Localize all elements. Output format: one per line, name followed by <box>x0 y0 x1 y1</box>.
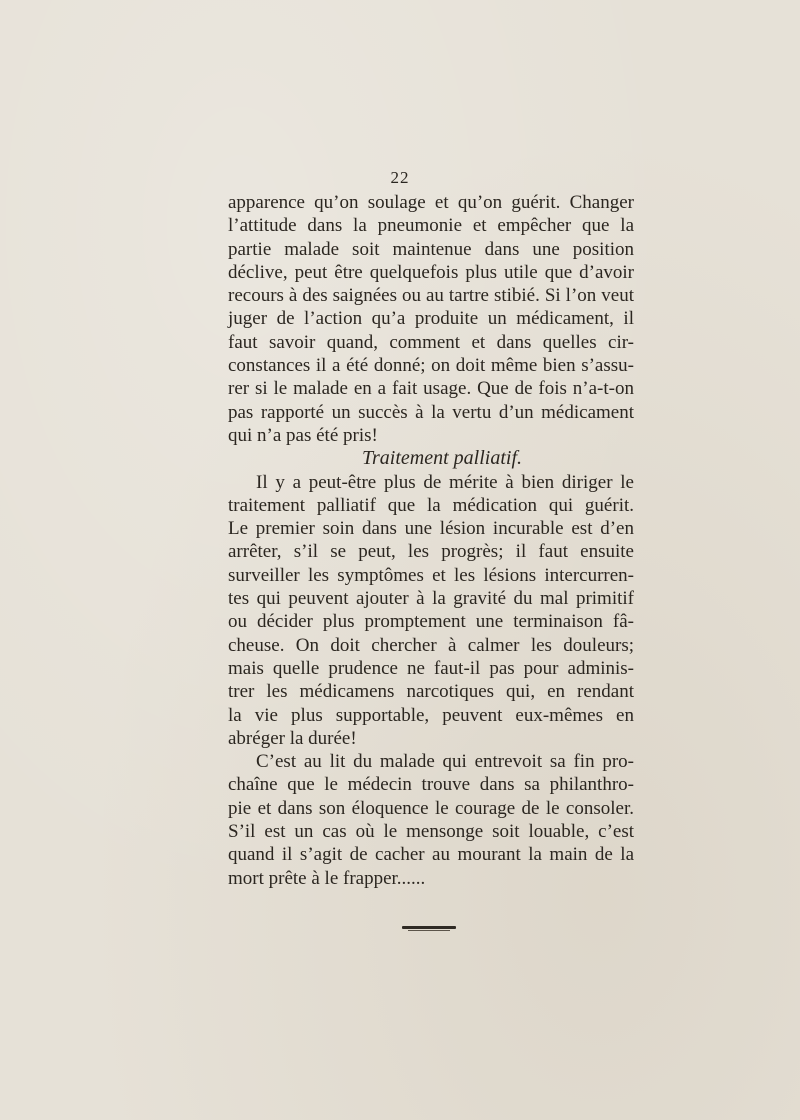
body-text <box>228 191 634 890</box>
text-line: Il y a peut-être plus de mérite à bien diriger le <box>256 471 634 493</box>
text-line: abréger la durée! <box>228 727 357 749</box>
text-line: Le premier soin dans une lésion incurable est d’en <box>228 518 634 540</box>
text-line: faut savoir quand, comment et dans quelles cir- <box>228 331 634 353</box>
text-line: mort prête à le frapper...... <box>228 867 426 889</box>
text-line: recours à des saignées ou au tartre stibié. Si l’on veut <box>228 285 634 307</box>
text-line: qui n’a pas été pris! <box>228 424 378 446</box>
section-heading: Traitement palliatif. <box>361 447 522 470</box>
page-number: 22 <box>390 168 410 187</box>
text-line: trer les médicamens narcotiques qui, en rendant <box>228 681 634 703</box>
text-line: apparence qu’on soulage et qu’on guérit. Changer <box>228 192 634 213</box>
text-line: mais quelle prudence ne faut-il pas pour adminis- <box>228 657 634 679</box>
text-line: juger de l’action qu’a produite un médicament, il <box>228 308 634 330</box>
text-line: C’est au lit du malade qui entrevoit sa fin pro- <box>256 751 634 773</box>
text-line: constances il a été donné; on doit même bien s’assu- <box>228 355 634 377</box>
text-line: rer si le malade en a fait usage. Que de fois n’a-t-on <box>228 378 634 400</box>
text-line: tes qui peuvent ajouter à la gravité du mal primitif <box>228 588 634 610</box>
text-line: ou décider plus promptement une terminaison fâ- <box>228 611 634 633</box>
text-line: traitement palliatif que la médication qui guérit. <box>228 494 634 516</box>
closing-rule-ornament <box>402 926 456 929</box>
text-line: cheuse. On doit chercher à calmer les douleurs; <box>228 634 634 656</box>
text-line: déclive, peut être quelquefois plus utile que d’avoir <box>228 261 634 283</box>
text-line: la vie plus supportable, peuvent eux-mêmes en <box>228 704 634 726</box>
text-line: pie et dans son éloquence le courage de le consoler. <box>228 797 634 819</box>
text-line: surveiller les symptômes et les lésions intercurren- <box>228 564 634 586</box>
text-line: arrêter, s’il se peut, les progrès; il faut ensuite <box>228 541 634 563</box>
text-line: pas rapporté un succès à la vertu d’un médicament <box>228 401 634 423</box>
text-line: l’attitude dans la pneumonie et empêcher que la <box>228 215 634 237</box>
text-line: partie malade soit maintenue dans une position <box>228 238 634 260</box>
text-line: quand il s’agit de cacher au mourant la main de la <box>228 844 634 866</box>
text-line: chaîne que le médecin trouve dans sa philanthro- <box>228 774 634 796</box>
text-line: S’il est un cas où le mensonge soit louable, c’est <box>228 821 634 843</box>
